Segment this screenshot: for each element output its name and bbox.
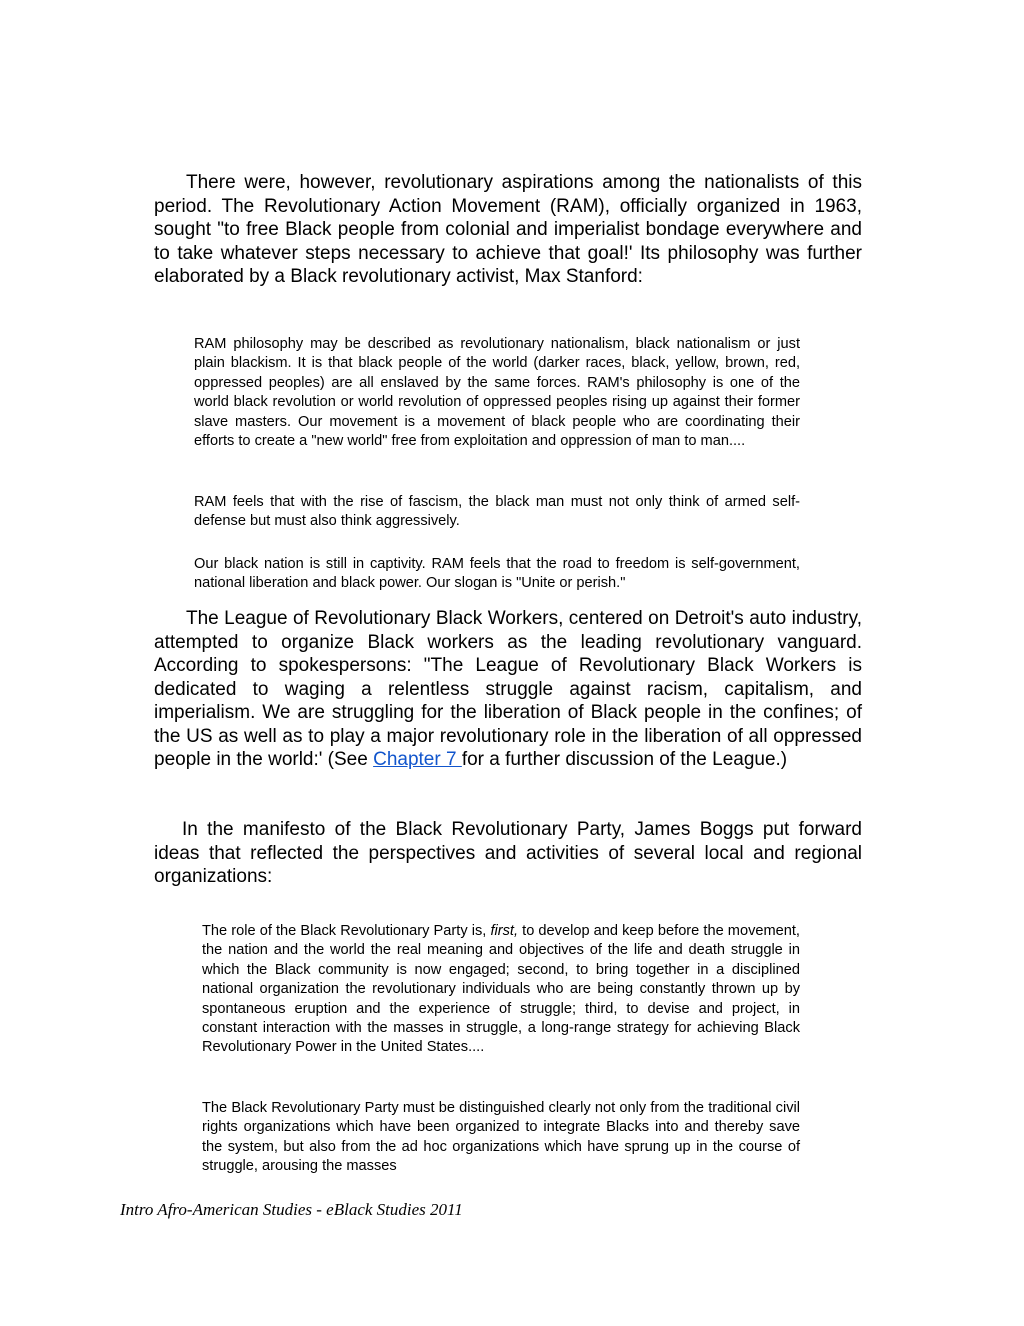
blockquote-brp-role-text: The role of the Black Revolutionary Party is, bbox=[202, 923, 491, 939]
paragraph-boggs-manifesto-text: In the manifesto of the Black Revolutionary Party, James Boggs put forward ideas that reflected the perspectives and activities of several local and regional organizations: bbox=[154, 819, 862, 887]
blockquote-brp-distinction: The Black Revolutionary Party must be distinguished clearly not only from the traditional civil rights organizations which have been organized to integrate Blacks into and thereby save the system, but also from the ad hoc organizations which have sprung up in the course of struggle, arousing the masses bbox=[202, 1100, 800, 1175]
paragraph-ram-intro-text: There were, however, revolutionary aspirations among the nationalists of this period. The Revolutionary Action Movement (RAM), officially organized in 1963, sought "to free Black people from colonial and imperialist bondage everywhere and to take whatever steps necessary to achieve that goal!' Its philosophy was further elaborated by a Black revolutionary activist, Max Stanford: bbox=[154, 172, 862, 287]
paragraph-league-text: The League of Revolutionary Black Workers, centered on Detroit's auto industry, attempted to organize Black workers as the leading revolutionary vanguard. According to spokespersons: "The League of Revolutionary Black Workers is dedicated to waging a relentless struggle against racism, capitalism, and imperialism. We are struggling for the liberation of Black people in the confines; of the US as well as to play a major revolutionary role in the liberation of all oppressed people in the world:' (See bbox=[154, 608, 862, 770]
blockquote-brp-role-text-rest: to develop and keep before the movement, the nation and the world the real meaning and objectives of the life and death struggle in which the Black community is now engaged; second, to bring together in a disciplined national organization the revolutionary individuals who are being constantly thrown up by spontaneous eruption and the experience of struggle; third, to devise and project, in constant interaction with the masses in struggle, a long-range strategy for achieving Black Revolutionary Power in the United States.... bbox=[202, 923, 800, 1056]
paragraph-league-text-end: for a further discussion of the League.) bbox=[461, 749, 788, 770]
blockquote-ram-philosophy: RAM philosophy may be described as revolutionary nationalism, black nationalism or just plain blackism. It is that black people of the world (darker races, black, yellow, brown, red, oppressed peoples) are all enslaved by the same forces. RAM's philosophy is one of the world black revolution or world revolution of oppressed peoples rising up against their former slave masters. Our movement is a movement of black people who are coordinating their efforts to create a "new world" free from exploitation and oppression of man to man.... bbox=[194, 336, 800, 450]
paragraph-ram-intro bbox=[154, 171, 862, 289]
paragraph-league bbox=[154, 607, 862, 772]
blockquote-ram-slogan-text: Our black nation is still in captivity. RAM feels that the road to freedom is self-government, national liberation and black power. Our slogan is "Unite or perish." bbox=[194, 556, 800, 592]
blockquote-brp-role bbox=[202, 922, 800, 1058]
blockquote-ram-self-defense bbox=[194, 493, 800, 532]
blockquote-ram-self-defense-text: RAM feels that with the rise of fascism, the black man must not only think of armed self-defense but must also think aggressively. bbox=[194, 494, 800, 530]
page-footer: Intro Afro-American Studies - eBlack Studies 2011 bbox=[120, 1200, 463, 1219]
paragraph-boggs-manifesto bbox=[154, 818, 862, 889]
blockquote-ram-slogan bbox=[194, 555, 800, 594]
emphasis-first: first, bbox=[490, 923, 519, 939]
chapter-7-link[interactable]: Chapter 7 bbox=[373, 749, 462, 770]
